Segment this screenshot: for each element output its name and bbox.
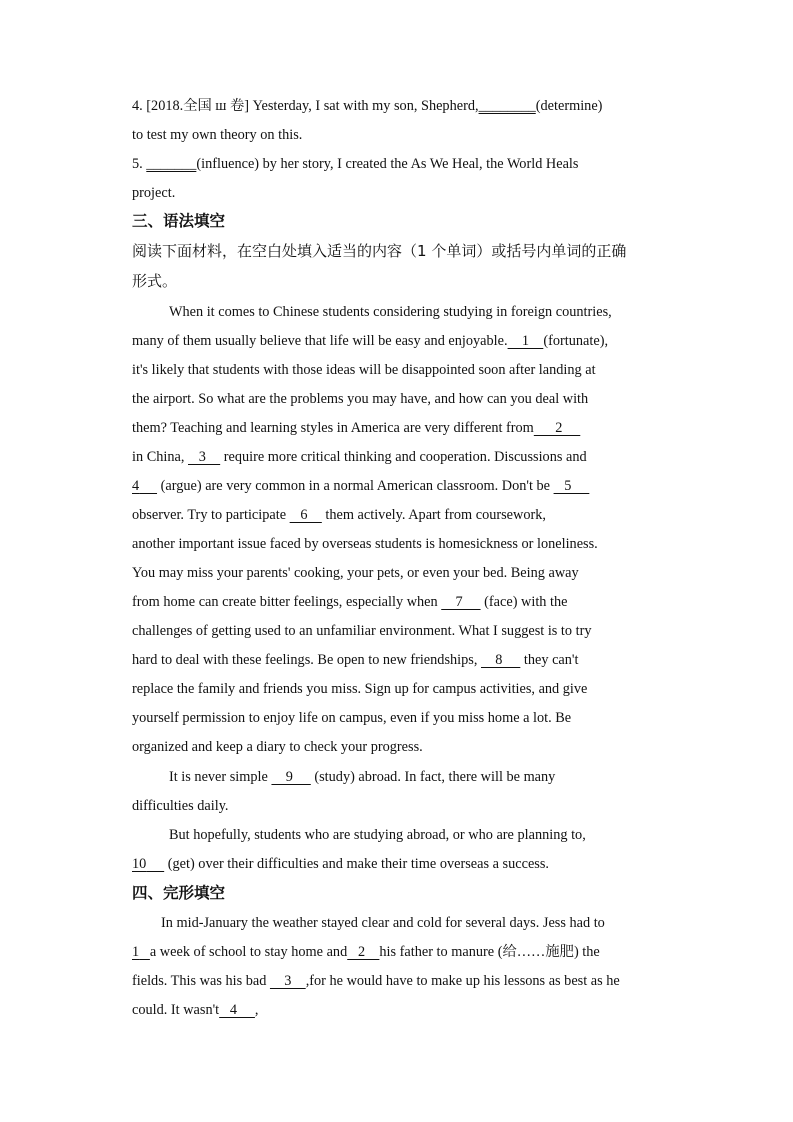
blank: ________ [478, 98, 536, 114]
passage-line [132, 1000, 258, 1020]
text: 5. [132, 156, 147, 172]
text: a week of school to stay home and [149, 944, 348, 960]
text: It is never simple [169, 769, 272, 785]
blank-5: 5 [553, 478, 590, 494]
instruction-text: 形式。 [132, 272, 178, 290]
blank-number: 4 [132, 478, 140, 494]
cloze-blank-4: 4 [219, 1002, 255, 1018]
passage-line [132, 476, 589, 496]
passage-line [132, 447, 587, 467]
text: (determine) [535, 98, 603, 114]
text: (influence) by her story, I created the As We Heal, the World Heals [196, 156, 579, 172]
text: many of them usually believe that life will be easy and enjoyable. [132, 333, 508, 349]
passage-line [132, 971, 620, 991]
text: could. It wasn't [132, 1002, 220, 1018]
text: (get) over their difficulties and make their time overseas a success. [164, 856, 549, 872]
text: (fortunate), [543, 333, 609, 349]
passage-line: When it comes to Chinese students considering studying in foreign countries, [169, 304, 612, 320]
text: (argue) are very common in a normal American classroom. Don't be [157, 478, 554, 494]
passage-line: challenges of getting used to an unfamiliar environment. What I suggest is to try [132, 623, 592, 639]
passage-line: replace the family and friends you miss. Sign up for campus activities, and give [132, 681, 588, 697]
text: them actively. Apart from coursework, [321, 507, 546, 523]
blank-8: 8 [481, 652, 521, 668]
text: project. [132, 185, 176, 201]
text: his father to manure (给……施肥) the [379, 944, 600, 960]
exercise-line [132, 154, 578, 174]
text: they can't [520, 652, 579, 668]
passage-line [132, 854, 549, 874]
passage-line [132, 418, 580, 438]
blank-number: 1 [132, 944, 140, 960]
text: (face) with the [480, 594, 568, 610]
blank-7: 7 [441, 594, 481, 610]
passage-line [132, 650, 578, 670]
text: them? Teaching and learning styles in America are very different from [132, 420, 534, 436]
exercise-line [132, 125, 302, 145]
blank-2: 2 [533, 420, 581, 436]
text: to test my own theory on this. [132, 127, 303, 143]
blank-space [146, 856, 164, 872]
instruction-text: 阅读下面材料，在空白处填入适当的内容（1 个单词）或括号内单词的正确 [132, 242, 627, 260]
text: 4. [2018.全国 ш 卷] Yesterday, I sat with my son, Shepherd, [132, 98, 479, 114]
passage-line [132, 942, 600, 962]
cloze-blank-1 [132, 944, 150, 960]
blank: _______ [146, 156, 197, 172]
text: observer. Try to participate [132, 507, 290, 523]
blank-3: 3 [188, 449, 221, 465]
passage-line [132, 331, 608, 351]
cloze-blank-3: 3 [269, 973, 306, 989]
blank-10 [132, 856, 164, 872]
passage-line [132, 592, 568, 612]
passage-line: yourself permission to enjoy life on campus, even if you miss home a lot. Be [132, 710, 572, 726]
passage-line: difficulties daily. [132, 798, 229, 814]
passage-line: You may miss your parents' cooking, your pets, or even your bed. Being away [132, 565, 579, 581]
passage-line: another important issue faced by overseas students is homesickness or loneliness. [132, 536, 598, 552]
passage-line [169, 767, 555, 787]
text: (study) abroad. In fact, there will be many [310, 769, 556, 785]
text: fields. This was his bad [132, 973, 270, 989]
cloze-blank-2: 2 [347, 944, 380, 960]
text: ,for he would have to make up his lessons as best as he [305, 973, 620, 989]
blank-space [139, 478, 157, 494]
text: require more critical thinking and cooperation. Discussions and [220, 449, 587, 465]
passage-line: organized and keep a diary to check your progress. [132, 739, 423, 755]
text: from home can create bitter feelings, especially when [132, 594, 442, 610]
text: , [254, 1002, 259, 1018]
passage-line: But hopefully, students who are studying abroad, or who are planning to, [169, 827, 586, 843]
section-heading-cloze: 四、完形填空 [132, 884, 226, 902]
passage-line: In mid-January the weather stayed clear and cold for several days. Jess had to [161, 915, 605, 931]
exercise-line [132, 96, 602, 116]
blank-6: 6 [289, 507, 322, 523]
exercise-line [132, 183, 175, 203]
passage-line: the airport. So what are the problems you may have, and how can you deal with [132, 391, 589, 407]
blank-number: 10 [132, 856, 147, 872]
text: in China, [132, 449, 188, 465]
blank-9: 9 [271, 769, 311, 785]
blank-space [139, 944, 150, 960]
passage-line: it's likely that students with those ideas will be disappointed soon after landing at [132, 362, 596, 378]
section-heading-grammar: 三、语法填空 [132, 212, 226, 230]
passage-line [132, 505, 546, 525]
blank-1: 1 [507, 333, 544, 349]
blank-4 [132, 478, 157, 494]
text: hard to deal with these feelings. Be open to new friendships, [132, 652, 481, 668]
